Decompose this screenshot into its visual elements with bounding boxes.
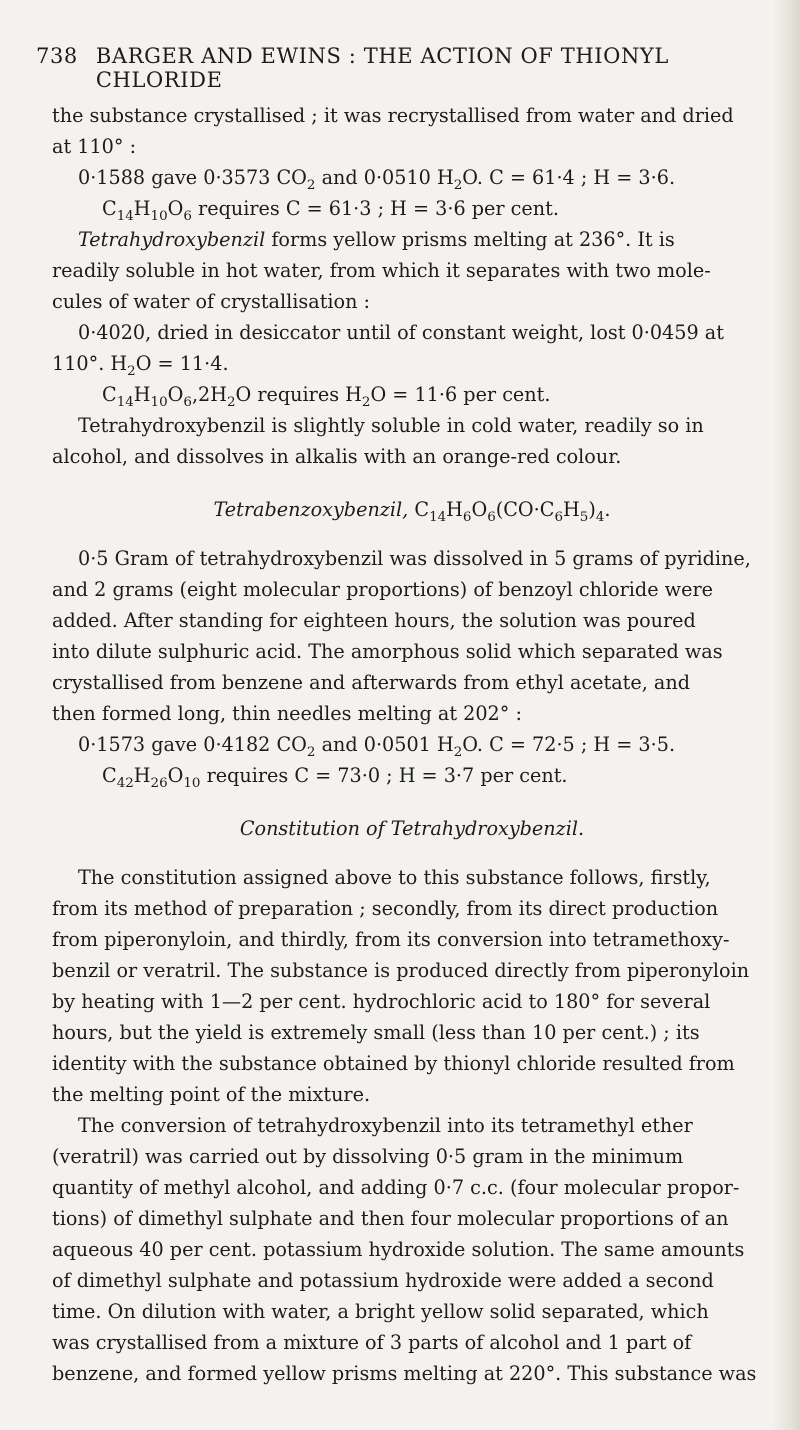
formula-line-3: $C_{42}H_{26}O_{10}$ requires C = 73·0 ; H = 3·7 per cent. xyxy=(102,764,568,791)
paragraph-line: added. After standing for eighteen hours, the solution was poured xyxy=(52,609,696,632)
paragraph-line: into dilute sulphuric acid. The amorphous solid which separated was xyxy=(52,640,723,663)
paragraph-line: time. On dilution with water, a bright yellow solid separated, which xyxy=(52,1300,709,1323)
paragraph-line: was crystallised from a mixture of 3 parts of alcohol and 1 part of xyxy=(52,1331,692,1354)
section-heading-constitution: Constitution of Tetrahydroxybenzil. xyxy=(239,817,585,840)
analysis-line-1: 0·1588 gave 0·3573 $CO_2$ and 0·0510 $H_2O$. C = 61·4 ; H = 3·6. xyxy=(78,166,676,193)
paragraph-methylation: The conversion of tetrahydroxybenzil into its tetramethyl ether xyxy=(78,1114,693,1137)
paragraph-line: the melting point of the mixture. xyxy=(52,1083,371,1106)
paragraph-line: cules of water of crystallisation : xyxy=(52,290,371,313)
paragraph-recrystallisation: the substance crystallised ; it was recrystallised from water and dried xyxy=(52,104,734,127)
paragraph-line: by heating with 1—2 per cent. hydrochloric acid to 180° for several xyxy=(52,990,711,1013)
running-header xyxy=(36,44,778,92)
paragraph-line: then formed long, thin needles melting at 202° : xyxy=(52,702,522,725)
paragraph-line: and 2 grams (eight molecular proportions) of benzoyl chloride were xyxy=(52,578,713,601)
paragraph-line: alcohol, and dissolves in alkalis with an orange-red colour. xyxy=(52,445,622,468)
paragraph-solubility: Tetrahydroxybenzil is slightly soluble in cold water, readily so in xyxy=(78,414,704,437)
paragraph-line: hours, but the yield is extremely small (less than 10 per cent.) ; its xyxy=(52,1021,700,1044)
paragraph-line: from its method of preparation ; secondly, from its direct production xyxy=(52,897,719,920)
formula-line-1: $C_{14}H_{10}O_6$ requires C = 61·3 ; H = 3·6 per cent. xyxy=(102,197,559,224)
analysis-line-3: 0·1573 gave 0·4182 $CO_2$ and 0·0501 $H_2O$. C = 72·5 ; H = 3·5. xyxy=(78,733,676,760)
paragraph-line: crystallised from benzene and afterwards from ethyl acetate, and xyxy=(52,671,691,694)
article-body xyxy=(52,100,772,1389)
paragraph-line: readily soluble in hot water, from which it separates with two mole- xyxy=(52,259,711,282)
paragraph-line: benzene, and formed yellow prisms melting at 220°. This substance was xyxy=(52,1362,757,1385)
paragraph-line: identity with the substance obtained by thionyl chloride resulted from xyxy=(52,1052,735,1075)
paragraph-line: quantity of methyl alcohol, and adding 0·7 c.c. (four molecular propor- xyxy=(52,1176,740,1199)
section-heading-tetrabenzoxybenzil: Tetrabenzoxybenzil, $C_{14}H_6O_6(CO\cdot C_6H_5)_4$. xyxy=(213,498,611,525)
paragraph-constitution: The constitution assigned above to this substance follows, firstly, xyxy=(78,866,711,889)
paragraph-line: aqueous 40 per cent. potassium hydroxide solution. The same amounts xyxy=(52,1238,745,1261)
paragraph-line: of dimethyl sulphate and potassium hydroxide were added a second xyxy=(52,1269,714,1292)
paragraph-recrystallisation-cont: at 110° : xyxy=(52,135,137,158)
analysis-line-2: 0·4020, dried in desiccator until of constant weight, lost 0·0459 at xyxy=(78,321,724,344)
analysis-line-2-cont: 110°. $H_2O = 11\cdot 4$. xyxy=(52,352,229,379)
paragraph-line: from piperonyloin, and thirdly, from its conversion into tetramethoxy- xyxy=(52,928,730,951)
paragraph-benzoylation: 0·5 Gram of tetrahydroxybenzil was dissolved in 5 grams of pyridine, xyxy=(78,547,751,570)
page-edge-shadow xyxy=(772,0,800,1430)
paragraph-line: benzil or veratril. The substance is produced directly from piperonyloin xyxy=(52,959,750,982)
formula-line-2: $C_{14}H_{10}O_6,2H_2O$ requires $H_2O = 11\cdot 6$ per cent. xyxy=(102,383,551,410)
paragraph-line: tions) of dimethyl sulphate and then four molecular proportions of an xyxy=(52,1207,729,1230)
paragraph-tetrahydroxybenzil: Tetrahydroxybenzil forms yellow prisms melting at 236°. It is xyxy=(78,228,675,251)
running-title: BARGER AND EWINS : THE ACTION OF THIONYL CHLORIDE xyxy=(95,44,669,92)
page-number: 738 xyxy=(36,44,78,68)
paragraph-line: (veratril) was carried out by dissolving 0·5 gram in the minimum xyxy=(52,1145,684,1168)
